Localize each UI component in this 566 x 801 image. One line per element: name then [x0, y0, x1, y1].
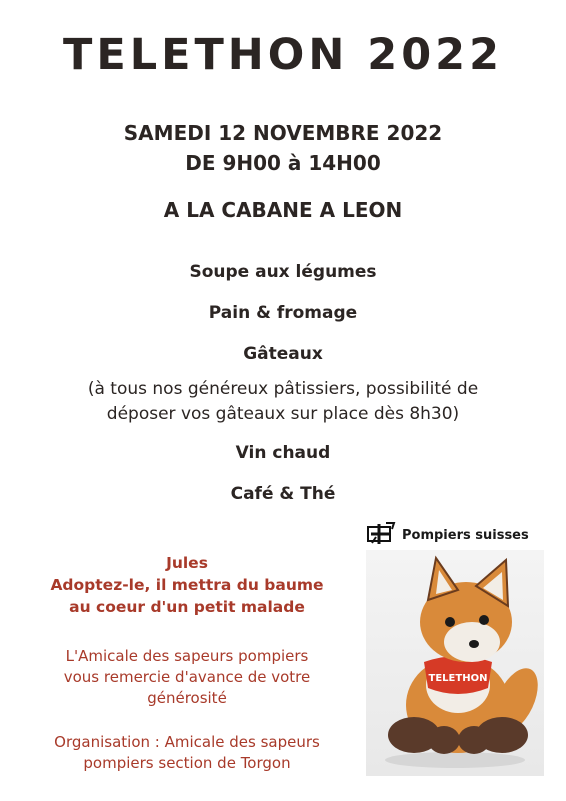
pompiers-logo-icon — [366, 521, 396, 549]
menu-item-vin-chaud: Vin chaud — [235, 443, 331, 463]
event-date — [0, 118, 566, 178]
jules-line: Adoptez-le, il mettra du baume — [50, 576, 324, 594]
organisation-text — [22, 732, 352, 774]
jules-section — [22, 552, 352, 618]
event-time-line: DE 9H00 à 14H00 — [185, 151, 381, 175]
menu-item-pain: Pain & fromage — [208, 303, 358, 323]
organisation-line: pompiers section de Torgon — [83, 754, 291, 772]
note-line: (à tous nos généreux pâtissiers, possibilité de — [87, 379, 479, 399]
patissiers-note — [40, 377, 526, 427]
pompiers-logo-text: Pompiers suisses — [402, 527, 529, 543]
note-line: déposer vos gâteaux sur place dès 8h30) — [106, 404, 460, 424]
thanks-line: vous remercie d'avance de votre — [63, 668, 311, 686]
organisation-line: Organisation : Amicale des sapeurs — [54, 733, 320, 751]
fox-plush-image — [366, 550, 544, 776]
menu-item-soupe: Soupe aux légumes — [189, 262, 377, 282]
thanks-text — [22, 646, 352, 709]
jules-line: au coeur d'un petit malade — [69, 598, 305, 616]
event-place: A LA CABANE A LEON — [163, 198, 403, 222]
thanks-line: L'Amicale des sapeurs pompiers — [65, 647, 309, 665]
thanks-line: générosité — [147, 689, 227, 707]
poster-title: TELETHON 2022 — [63, 30, 503, 80]
menu-item-gateaux: Gâteaux — [243, 344, 323, 364]
bib-text: TELETHON — [428, 673, 488, 684]
menu-item-cafe-the: Café & Thé — [230, 484, 336, 504]
jules-name: Jules — [166, 554, 208, 572]
pompiers-logo — [366, 522, 529, 548]
event-date-line: SAMEDI 12 NOVEMBRE 2022 — [123, 121, 443, 145]
